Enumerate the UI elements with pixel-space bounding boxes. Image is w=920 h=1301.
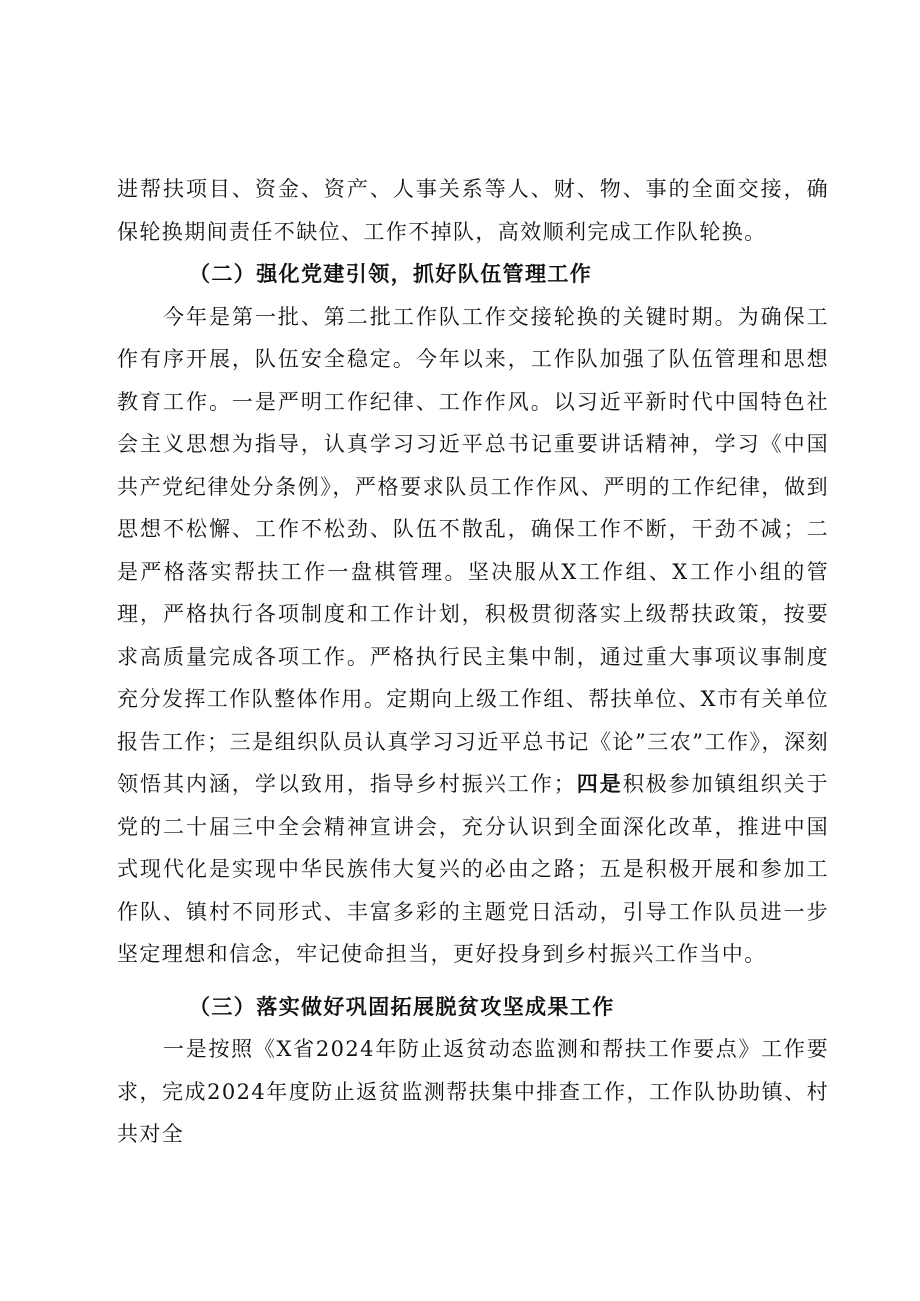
emphasis-fourth: 四是 bbox=[576, 771, 623, 796]
paragraph-team-management-text-1: 今年是第一批、第二批工作队工作交接轮换的关键时期。为确保工作有序开展，队伍安全稳定。今年以来，工作队加强了队伍管理和思想教育工作。一是严明工作纪律、工作作风。以习近平新时代中国特色社会主义思想为指导，认真学习习近平总书记重要讲话精神，学习《中国共产党纪律处分条例》，严格要求队员工作作风、严明的工作纪律，做到思想不松懈、工作不松劲、队伍不散乱，确保工作不断，干劲不减；二是严格落实帮扶工作一盘棋管理。坚决服从X工作组、X工作小组的管理，严格执行各项制度和工作计划，积极贯彻落实上级帮扶政策，按要求高质量完成各项工作。严格执行民主集中制，通过重大事项议事制度充分发挥工作队整体作用。定期向上级工作组、帮扶单位、X市有关单位报告工作；三是组织队员认真学习习近平总书记《论”三农”工作》，深刻领悟其内涵，学以致用，指导乡村振兴工作； bbox=[117, 304, 829, 796]
paragraph-monitoring: 一是按照《X省2024年防止返贫动态监测和帮扶工作要点》工作要求，完成2024年度防止返贫监测帮扶集中排查工作，工作队协助镇、村共对全 bbox=[117, 1037, 829, 1146]
section-heading-party-building: （二）强化党建引领，抓好队伍管理工作 bbox=[189, 261, 593, 286]
document-page bbox=[117, 168, 829, 1156]
paragraph-team-management bbox=[117, 296, 829, 976]
paragraph-team-management-text-2: 积极参加镇组织关于党的二十届三中全会精神宣讲会，充分认识到全面深化改革，推进中国式现代化是实现中华民族伟大复兴的必由之路；五是积极开展和参加工作队、镇村不同形式、丰富多彩的主题党日活动，引导工作队员进一步坚定理想和信念，牢记使命担当，更好投身到乡村振兴工作当中。 bbox=[117, 772, 829, 966]
section-heading-poverty-consolidation: （三）落实做好巩固拓展脱贫攻坚成果工作 bbox=[189, 993, 615, 1019]
paragraph-handover: 进帮扶项目、资金、资产、人事关系等人、财、物、事的全面交接，确保轮换期间责任不缺位、工作不掉队，高效顺利完成工作队轮换。 bbox=[117, 177, 829, 244]
